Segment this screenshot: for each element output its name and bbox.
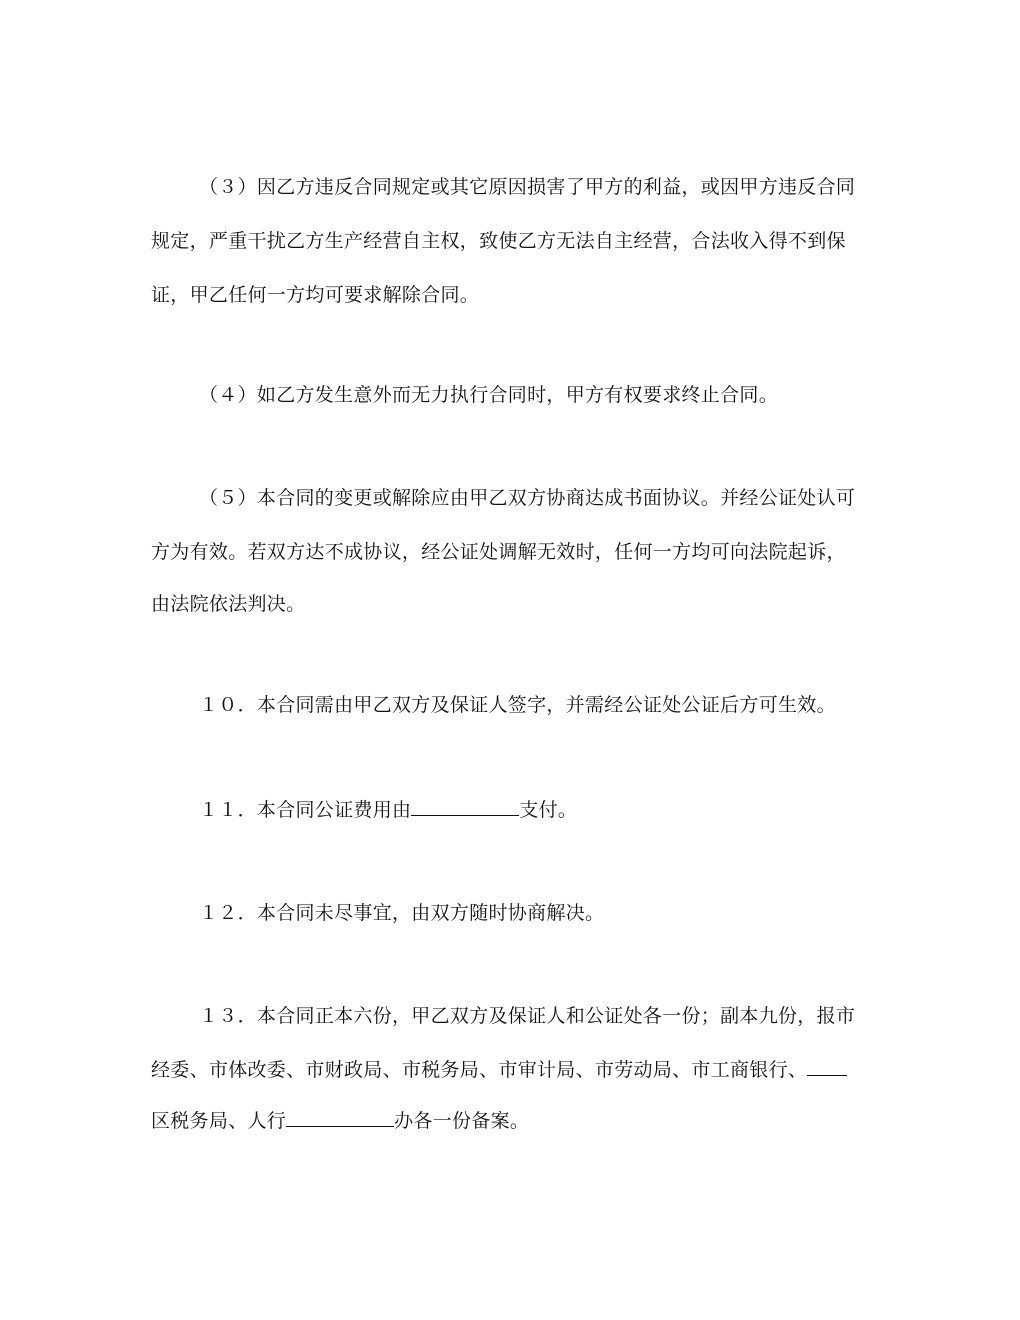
clause-13-line-2-text: 经委、市体改委、市财政局、市税务局、市审计局、市劳动局、市工商银行、 [151,1059,808,1081]
paragraph-3-line-2: 规定，严重干扰乙方生产经营自主权，致使乙方无法自主经营，合法收入得不到保 [151,230,846,252]
paragraph-4-line-1: （４）如乙方发生意外而无力执行合同时，甲方有权要求终止合同。 [199,384,779,406]
payer-blank [411,797,519,816]
bank-blank [286,1108,394,1127]
paragraph-5-line-2: 方为有效。若双方达不成协议，经公证处调解无效时，任何一方均可向法院起诉， [151,541,846,563]
clause-11-text-after: 支付。 [519,799,578,821]
paragraph-3-line-1: （３）因乙方违反合同规定或其它原因损害了甲方的利益，或因甲方违反合同 [199,176,856,198]
paragraph-5-line-3: 由法院依法判决。 [151,593,306,615]
clause-13-line-3-before: 区税务局、人行 [151,1110,287,1132]
clause-10: １０．本合同需由甲乙双方及保证人签字，并需经公证处公证后方可生效。 [199,694,836,716]
clause-13-line-3 [151,1108,871,1133]
clause-11-text-before: １１．本合同公证费用由 [199,799,412,821]
clause-13-line-3-after: 办各一份备案。 [394,1110,530,1132]
clause-11 [199,797,919,822]
clause-12: １２．本合同未尽事宜，由双方随时协商解决。 [199,902,605,924]
paragraph-3-line-3: 证，甲乙任何一方均可要求解除合同。 [151,284,480,306]
clause-13-line-1: １３．本合同正本六份，甲乙双方及保证人和公证处各一份；副本九份，报市 [199,1005,856,1027]
district-blank [807,1057,847,1076]
clause-13-line-2 [151,1057,871,1082]
paragraph-5-line-1: （５）本合同的变更或解除应由甲乙双方协商达成书面协议。并经公证处认可 [199,487,856,509]
